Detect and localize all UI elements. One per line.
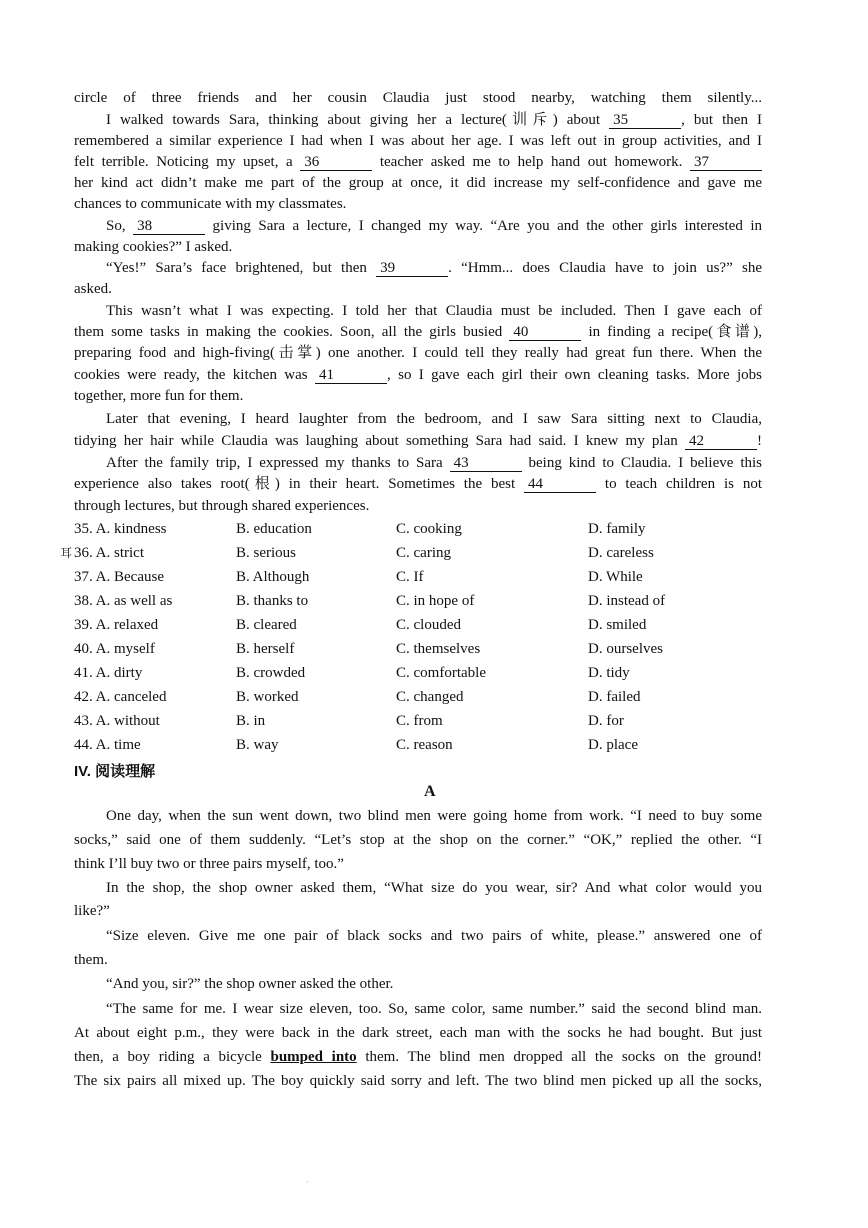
option-a: 38. A. as well as [74, 593, 173, 609]
passage-line [74, 173, 762, 193]
question-options [74, 590, 774, 612]
text-segment: preparing food and high-fiving(击掌) one another. I could tell they really had great fun there. When the [74, 345, 762, 361]
text-segment: teacher asked me to help hand out homework. [372, 154, 690, 170]
reading-line [106, 974, 762, 994]
text-segment: Later that evening, I heard laughter from the bedroom, and I saw Sara sitting next to Claudia, [106, 411, 762, 427]
passage-line [106, 110, 762, 130]
passage-line [106, 216, 762, 236]
option-c: C. in hope of [396, 593, 475, 609]
reading-line [74, 1071, 762, 1091]
text-segment: her kind act didn’t make me part of the group at once, it did increase my self-confidence and gave me [74, 175, 762, 191]
blank-42: 42 [685, 433, 757, 450]
question-options [74, 518, 774, 540]
text-segment: I walked towards Sara, thinking about giving her a lecture(训斥) about [106, 112, 610, 128]
text-segment: “And you, sir?” the shop owner asked the other. [106, 976, 394, 992]
option-d: D. ourselves [588, 641, 663, 657]
text-segment: remembered a similar experience I had when I was about her age. I was left out in group activities, and I [74, 133, 762, 149]
option-b: B. serious [236, 545, 296, 561]
text-segment: through lectures, but through shared experiences. [74, 498, 370, 514]
reading-line [106, 878, 762, 898]
reading-line [74, 854, 762, 874]
text-segment: to teach children is not [596, 476, 762, 492]
text-segment: them some tasks in making the cookies. Soon, all the girls busied [74, 324, 510, 340]
option-c: C. comfortable [396, 665, 486, 681]
reading-line [106, 926, 762, 946]
option-d: D. instead of [588, 593, 666, 609]
text-segment: “Yes!” Sara’s face brightened, but then [106, 260, 377, 276]
option-a: 39. A. relaxed [74, 617, 159, 633]
text-segment: asked. [74, 281, 112, 297]
text-segment: them. The blind men dropped all the socks on the ground! [356, 1049, 762, 1065]
text-segment: After the family trip, I expressed my thanks to Sara [106, 455, 450, 471]
text-segment: , but then I [681, 112, 762, 128]
option-d: D. failed [588, 689, 641, 705]
reading-line [106, 999, 762, 1019]
text-segment: One day, when the sun went down, two blind men were going home from work. “I need to buy some [106, 808, 762, 824]
passage-line [106, 301, 762, 321]
blank-40: 40 [509, 324, 581, 341]
reading-line [74, 1023, 762, 1043]
text-segment: think I’ll buy two or three pairs myself, too.” [74, 856, 344, 872]
option-b: B. Although [236, 569, 310, 585]
option-c: C. caring [396, 545, 451, 561]
option-a: 37. A. Because [74, 569, 164, 585]
question-options [74, 734, 774, 756]
passage-line [74, 496, 762, 516]
option-b: B. herself [236, 641, 295, 657]
option-a: 42. A. canceled [74, 689, 167, 705]
passage-line [74, 431, 762, 451]
text-segment: chances to communicate with my classmates. [74, 196, 347, 212]
text-segment: in finding a recipe(食谱), [581, 324, 762, 340]
passage-line [74, 152, 762, 172]
option-a: 40. A. myself [74, 641, 155, 657]
blank-36: 36 [300, 154, 372, 171]
section-title: IV. 阅读理解 [74, 763, 156, 780]
text-segment: At about eight p.m., they were back in the dark street, each man with the socks he had bought. But just [74, 1025, 762, 1041]
question-options [74, 686, 774, 708]
footer-mark: · [306, 1178, 309, 1187]
blank-35: 35 [609, 112, 681, 129]
question-options [74, 638, 774, 660]
text-segment: ! [757, 433, 762, 449]
option-b: B. worked [236, 689, 299, 705]
option-c: C. reason [396, 737, 453, 753]
text-segment: experience also takes root(根) in their heart. Sometimes the best [74, 476, 525, 492]
option-a: 41. A. dirty [74, 665, 143, 681]
passage-line [74, 322, 762, 342]
question-options [74, 614, 774, 636]
text-segment: socks,” said one of them suddenly. “Let’s stop at the shop on the corner.” “OK,” replied the other. “I [74, 832, 762, 848]
option-d: D. place [588, 737, 638, 753]
option-c: C. cooking [396, 521, 462, 537]
underlined-phrase: bumped into [270, 1049, 357, 1065]
option-b: B. education [236, 521, 312, 537]
text-segment: together, more fun for them. [74, 388, 244, 404]
option-c: C. changed [396, 689, 464, 705]
question-options [74, 710, 774, 732]
text-segment: tidying her hair while Claudia was laughing about something Sara had said. I knew my plan [74, 433, 685, 449]
passage-line [106, 409, 762, 429]
option-a: 35. A. kindness [74, 521, 167, 537]
option-b: B. thanks to [236, 593, 309, 609]
option-c: C. themselves [396, 641, 481, 657]
blank-39: 39 [376, 260, 448, 277]
option-d: D. family [588, 521, 646, 537]
passage-line [74, 131, 762, 151]
option-a: 36. A. strict [74, 545, 144, 561]
reading-line [74, 950, 762, 970]
text-segment: then, a boy riding a bicycle [74, 1049, 271, 1065]
reading-line [106, 806, 762, 826]
passage-line [74, 474, 762, 494]
question-options [60, 542, 774, 564]
margin-mark: 耳 [60, 546, 73, 560]
text-segment: like?” [74, 903, 110, 919]
option-a: 44. A. time [74, 737, 141, 753]
passage-line [74, 194, 762, 214]
passage-line [74, 365, 762, 385]
passage-line [106, 258, 762, 278]
option-d: D. While [588, 569, 643, 585]
text-segment: making cookies?” I asked. [74, 239, 233, 255]
reading-line [74, 901, 762, 921]
text-segment: The six pairs all mixed up. The boy quickly said sorry and left. The two blind men picked up all the socks, [74, 1073, 762, 1089]
passage-line [74, 237, 762, 257]
text-segment: cookies were ready, the kitchen was [74, 367, 315, 383]
blank-44: 44 [524, 476, 596, 493]
reading-line [74, 1047, 762, 1067]
option-d: D. smiled [588, 617, 647, 633]
blank-38: 38 [133, 218, 205, 235]
text-segment: In the shop, the shop owner asked them, “What size do you wear, sir? And what color would you [106, 880, 762, 896]
option-d: D. tidy [588, 665, 630, 681]
passage-line [106, 453, 762, 473]
option-b: B. crowded [236, 665, 306, 681]
option-c: C. clouded [396, 617, 461, 633]
option-b: B. in [236, 713, 266, 729]
question-options [74, 566, 774, 588]
text-segment: “The same for me. I wear size eleven, too. So, same color, same number.” said the second blind man. [106, 1001, 762, 1017]
text-segment: , so I gave each girl their own cleaning tasks. More jobs [387, 367, 762, 383]
blank-43: 43 [450, 455, 522, 472]
text-segment: . “Hmm... does Claudia have to join us?” she [448, 260, 762, 276]
text-segment: felt terrible. Noticing my upset, a [74, 154, 301, 170]
passage-line [74, 386, 762, 406]
passage-line [74, 343, 762, 363]
passage-line [74, 88, 762, 108]
part-label: A [424, 783, 436, 800]
option-c: C. If [396, 569, 424, 585]
blank-41: 41 [315, 367, 387, 384]
text-segment: circle of three friends and her cousin Claudia just stood nearby, watching them silently... [74, 90, 762, 106]
text-segment: “Size eleven. Give me one pair of black socks and two pairs of white, please.” answered one of [106, 928, 762, 944]
option-a: 43. A. without [74, 713, 160, 729]
text-segment: being kind to Claudia. I believe this [521, 455, 762, 471]
option-c: C. from [396, 713, 443, 729]
question-options [74, 662, 774, 684]
text-segment: giving Sara a lecture, I changed my way. “Are you and the other girls interested in [205, 218, 762, 234]
option-b: B. cleared [236, 617, 297, 633]
text-segment: This wasn’t what I was expecting. I told her that Claudia must be included. Then I gave each of [106, 303, 762, 319]
text-segment: So, [106, 218, 134, 234]
passage-line [74, 279, 762, 299]
option-d: D. careless [588, 545, 654, 561]
text-segment: them. [74, 952, 108, 968]
option-b: B. way [236, 737, 279, 753]
option-d: D. for [588, 713, 624, 729]
reading-line [74, 830, 762, 850]
blank-37: 37 [690, 154, 762, 171]
